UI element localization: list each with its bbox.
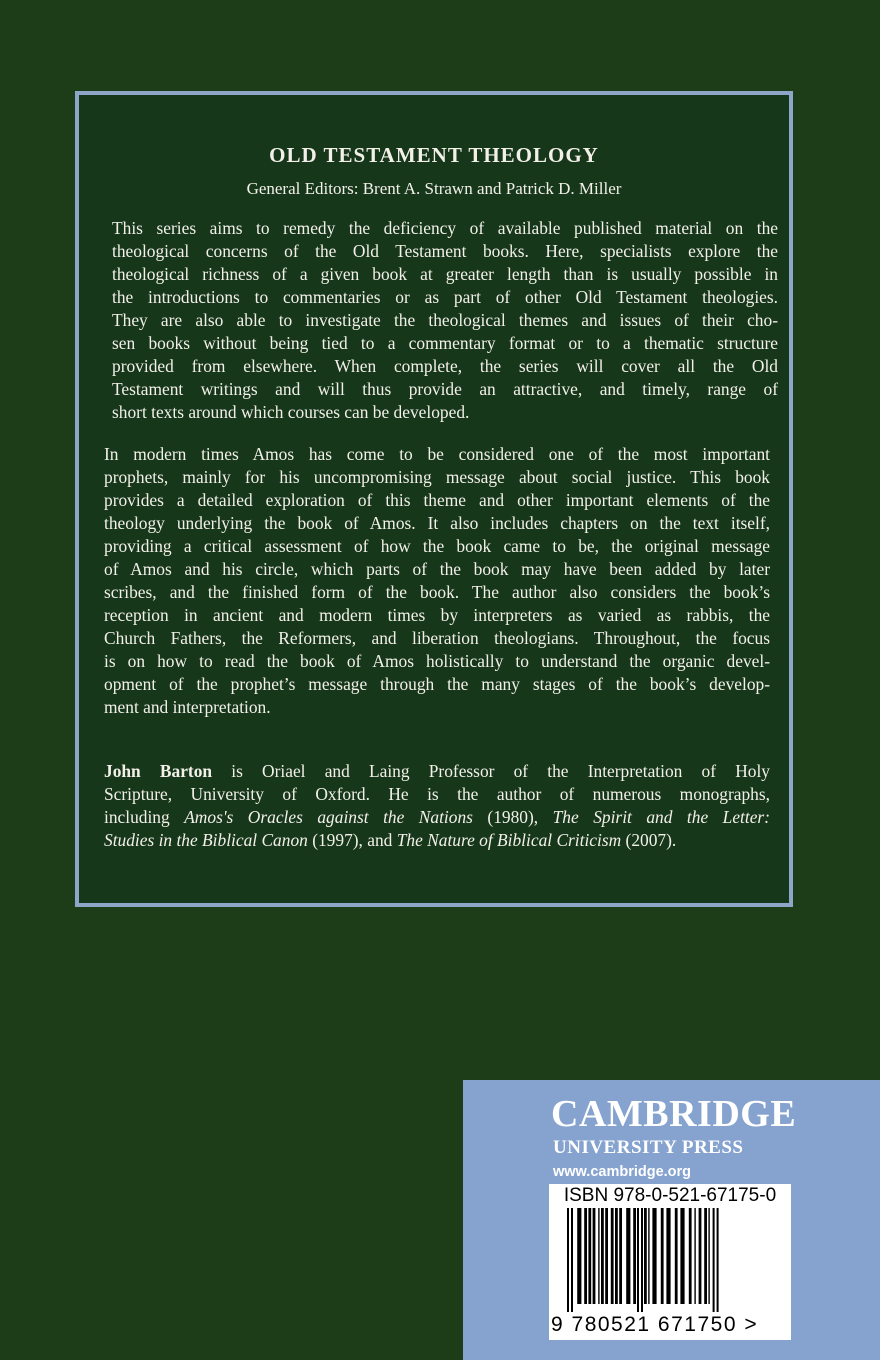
text-line: of Amos and his circle, which parts of the book may have been added by later <box>104 559 770 579</box>
text-line: sen books without being tied to a commentary format or to a thematic structure <box>112 333 778 353</box>
text-line: In modern times Amos has come to be considered one of the most important <box>104 444 770 464</box>
text-line: reception in ancient and modern times by interpreters as varied as rabbis, the <box>104 605 770 625</box>
bio-text: (1997), and <box>307 830 397 850</box>
text-line: theological concerns of the Old Testament books. Here, specialists explore the <box>112 241 778 261</box>
book-title: The Spirit and the Letter: <box>552 807 770 827</box>
text-line <box>104 829 770 852</box>
text-line: Testament writings and will thus provide an attractive, and timely, range of <box>112 379 778 399</box>
book-title: Amos's Oracles against the Nations <box>184 807 473 827</box>
text-line: scribes, and the finished form of the book. The author also considers the book’s <box>104 582 770 602</box>
text-line: theological richness of a given book at greater length than is usually possible in <box>112 264 778 284</box>
barcode-graphic <box>549 1208 791 1314</box>
text-line <box>104 760 770 783</box>
text-line: theology underlying the book of Amos. It also includes chapters on the text itself, <box>104 513 770 533</box>
series-editors: General Editors: Brent A. Strawn and Patrick D. Miller <box>246 179 622 198</box>
text-line: opment of the prophet’s message through the many stages of the book’s develop- <box>104 674 770 694</box>
text-line: providing a critical assessment of how the book came to be, the original message <box>104 536 770 556</box>
bio-text: is Oriael and Laing Professor of the Interpretation of Holy <box>212 761 770 781</box>
text-line: This series aims to remedy the deficiency of available published material on the <box>112 218 778 238</box>
text-line: ment and interpretation. <box>104 697 271 717</box>
isbn-text: ISBN 978-0-521-67175-0 <box>563 1185 777 1206</box>
bio-text: including <box>104 807 185 827</box>
text-line: They are also able to investigate the theological themes and issues of their cho- <box>112 310 778 330</box>
bio-text: (1980), <box>472 807 553 827</box>
publisher-panel <box>463 1080 880 1360</box>
publisher-logo-name: CAMBRIDGE <box>551 1093 797 1135</box>
barcode-label <box>549 1184 791 1340</box>
book-description <box>104 443 770 719</box>
text-line: short texts around which courses can be developed. <box>112 402 470 422</box>
text-line: provided from elsewhere. When complete, the series will cover all the Old <box>112 356 778 376</box>
author-bio <box>104 760 770 852</box>
publisher-url: www.cambridge.org <box>553 1164 692 1180</box>
text-line: is on how to read the book of Amos holistically to understand the organic devel- <box>104 651 770 671</box>
text-line: prophets, mainly for his uncompromising message about social justice. This book <box>104 467 770 487</box>
series-title: OLD TESTAMENT THEOLOGY <box>269 143 599 167</box>
book-title: The Nature of Biblical Criticism <box>396 830 622 850</box>
series-frame <box>75 91 793 907</box>
publisher-logo-subname: UNIVERSITY PRESS <box>553 1137 744 1158</box>
text-line: the introductions to commentaries or as part of other Old Testament theologies. <box>112 287 778 307</box>
text-line: Scripture, University of Oxford. He is the author of numerous monographs, <box>104 784 770 804</box>
book-title: Studies in the Biblical Canon <box>104 830 308 850</box>
bio-text: (2007). <box>621 830 677 850</box>
text-line: provides a detailed exploration of this theme and other important elements of the <box>104 490 770 510</box>
series-description <box>104 217 778 424</box>
author-name: John Barton <box>104 761 213 781</box>
text-line: Church Fathers, the Reformers, and liberation theologians. Throughout, the focus <box>104 628 770 648</box>
ean-number: 9 780521 671750 > <box>551 1313 759 1336</box>
text-line <box>104 806 770 829</box>
